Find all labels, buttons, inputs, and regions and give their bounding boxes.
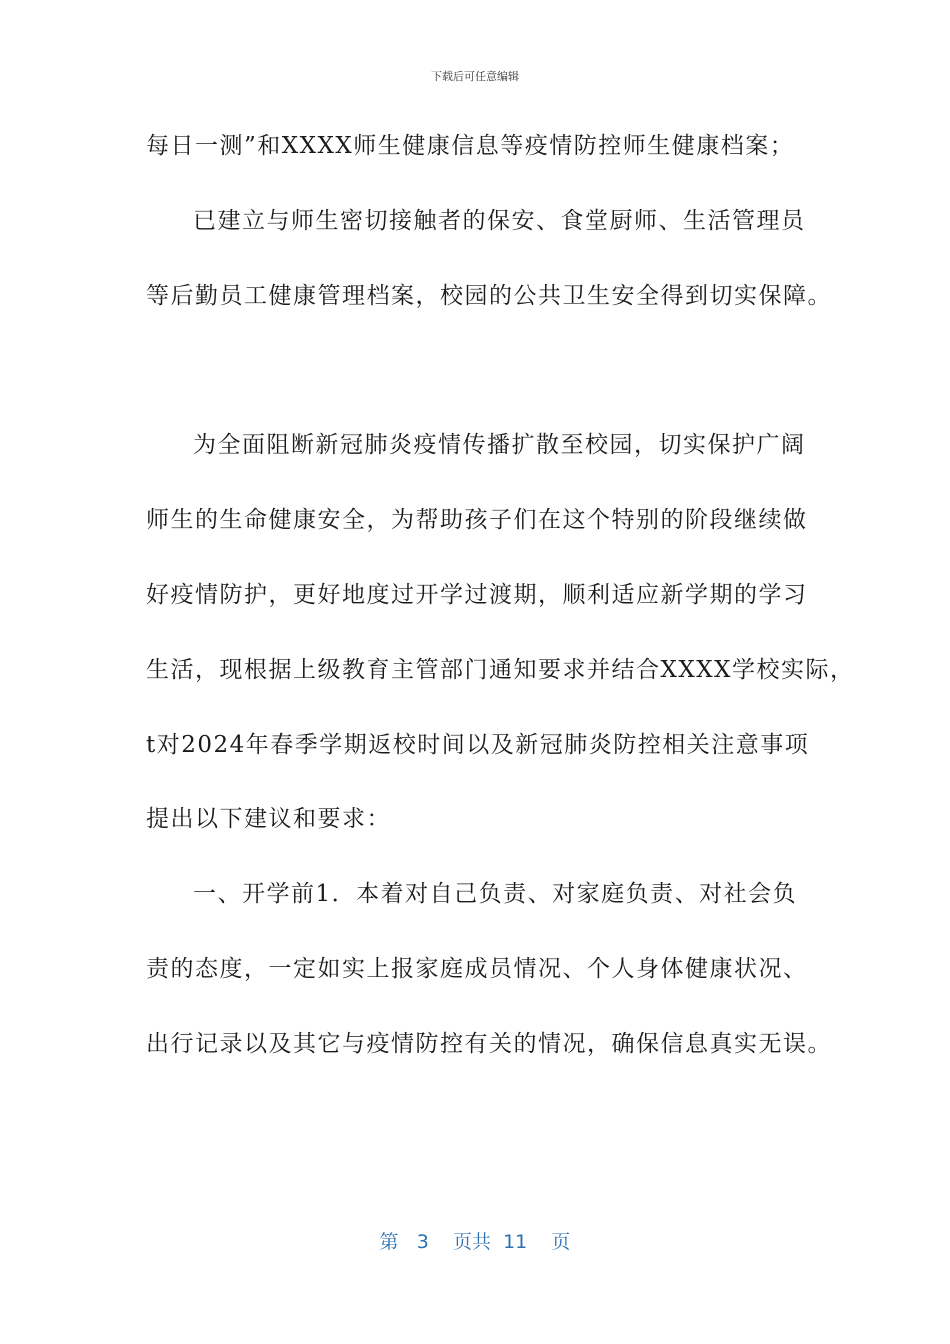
footer-total-pages: 11 xyxy=(503,1231,528,1253)
body-line-6: 好疫情防护，更好地度过开学过渡期，顺利适应新学期的学习 xyxy=(146,582,808,608)
body-line-9: 提出以下建议和要求： xyxy=(146,806,391,832)
footer-suffix: 页 xyxy=(551,1231,571,1253)
body-line-2: 已建立与师生密切接触者的保安、食堂厨师、生活管理员 xyxy=(193,208,806,234)
body-line-10: 一、开学前1．本着对自己负责、对家庭负责、对社会负 xyxy=(193,881,798,907)
footer-current-page: 3 xyxy=(416,1231,429,1253)
body-line-4: 为全面阻断新冠肺炎疫情传播扩散至校园，切实保护广阔 xyxy=(193,432,806,458)
footer-middle: 页共 xyxy=(452,1231,491,1253)
body-line-5: 师生的生命健康安全，为帮助孩子们在这个特别的阶段继续做 xyxy=(146,507,808,533)
body-line-12: 出行记录以及其它与疫情防控有关的情况，确保信息真实无误。 xyxy=(146,1031,832,1057)
body-line-3: 等后勤员工健康管理档案，校园的公共卫生安全得到切实保障。 xyxy=(146,283,832,309)
body-line-11: 责的态度，一定如实上报家庭成员情况、个人身体健康状况、 xyxy=(146,956,808,982)
body-line-8: t对2024年春季学期返校时间以及新冠肺炎防控相关注意事项 xyxy=(146,732,810,758)
page-header-note: 下载后可任意编辑 xyxy=(431,70,519,83)
body-line-7: 生活，现根据上级教育主管部门通知要求并结合XXXX学校实际， xyxy=(146,657,855,683)
footer-prefix: 第 xyxy=(379,1231,399,1253)
body-line-1: 每日一测”和XXXX师生健康信息等疫情防控师生健康档案； xyxy=(146,133,795,159)
page-footer xyxy=(0,1227,950,1254)
